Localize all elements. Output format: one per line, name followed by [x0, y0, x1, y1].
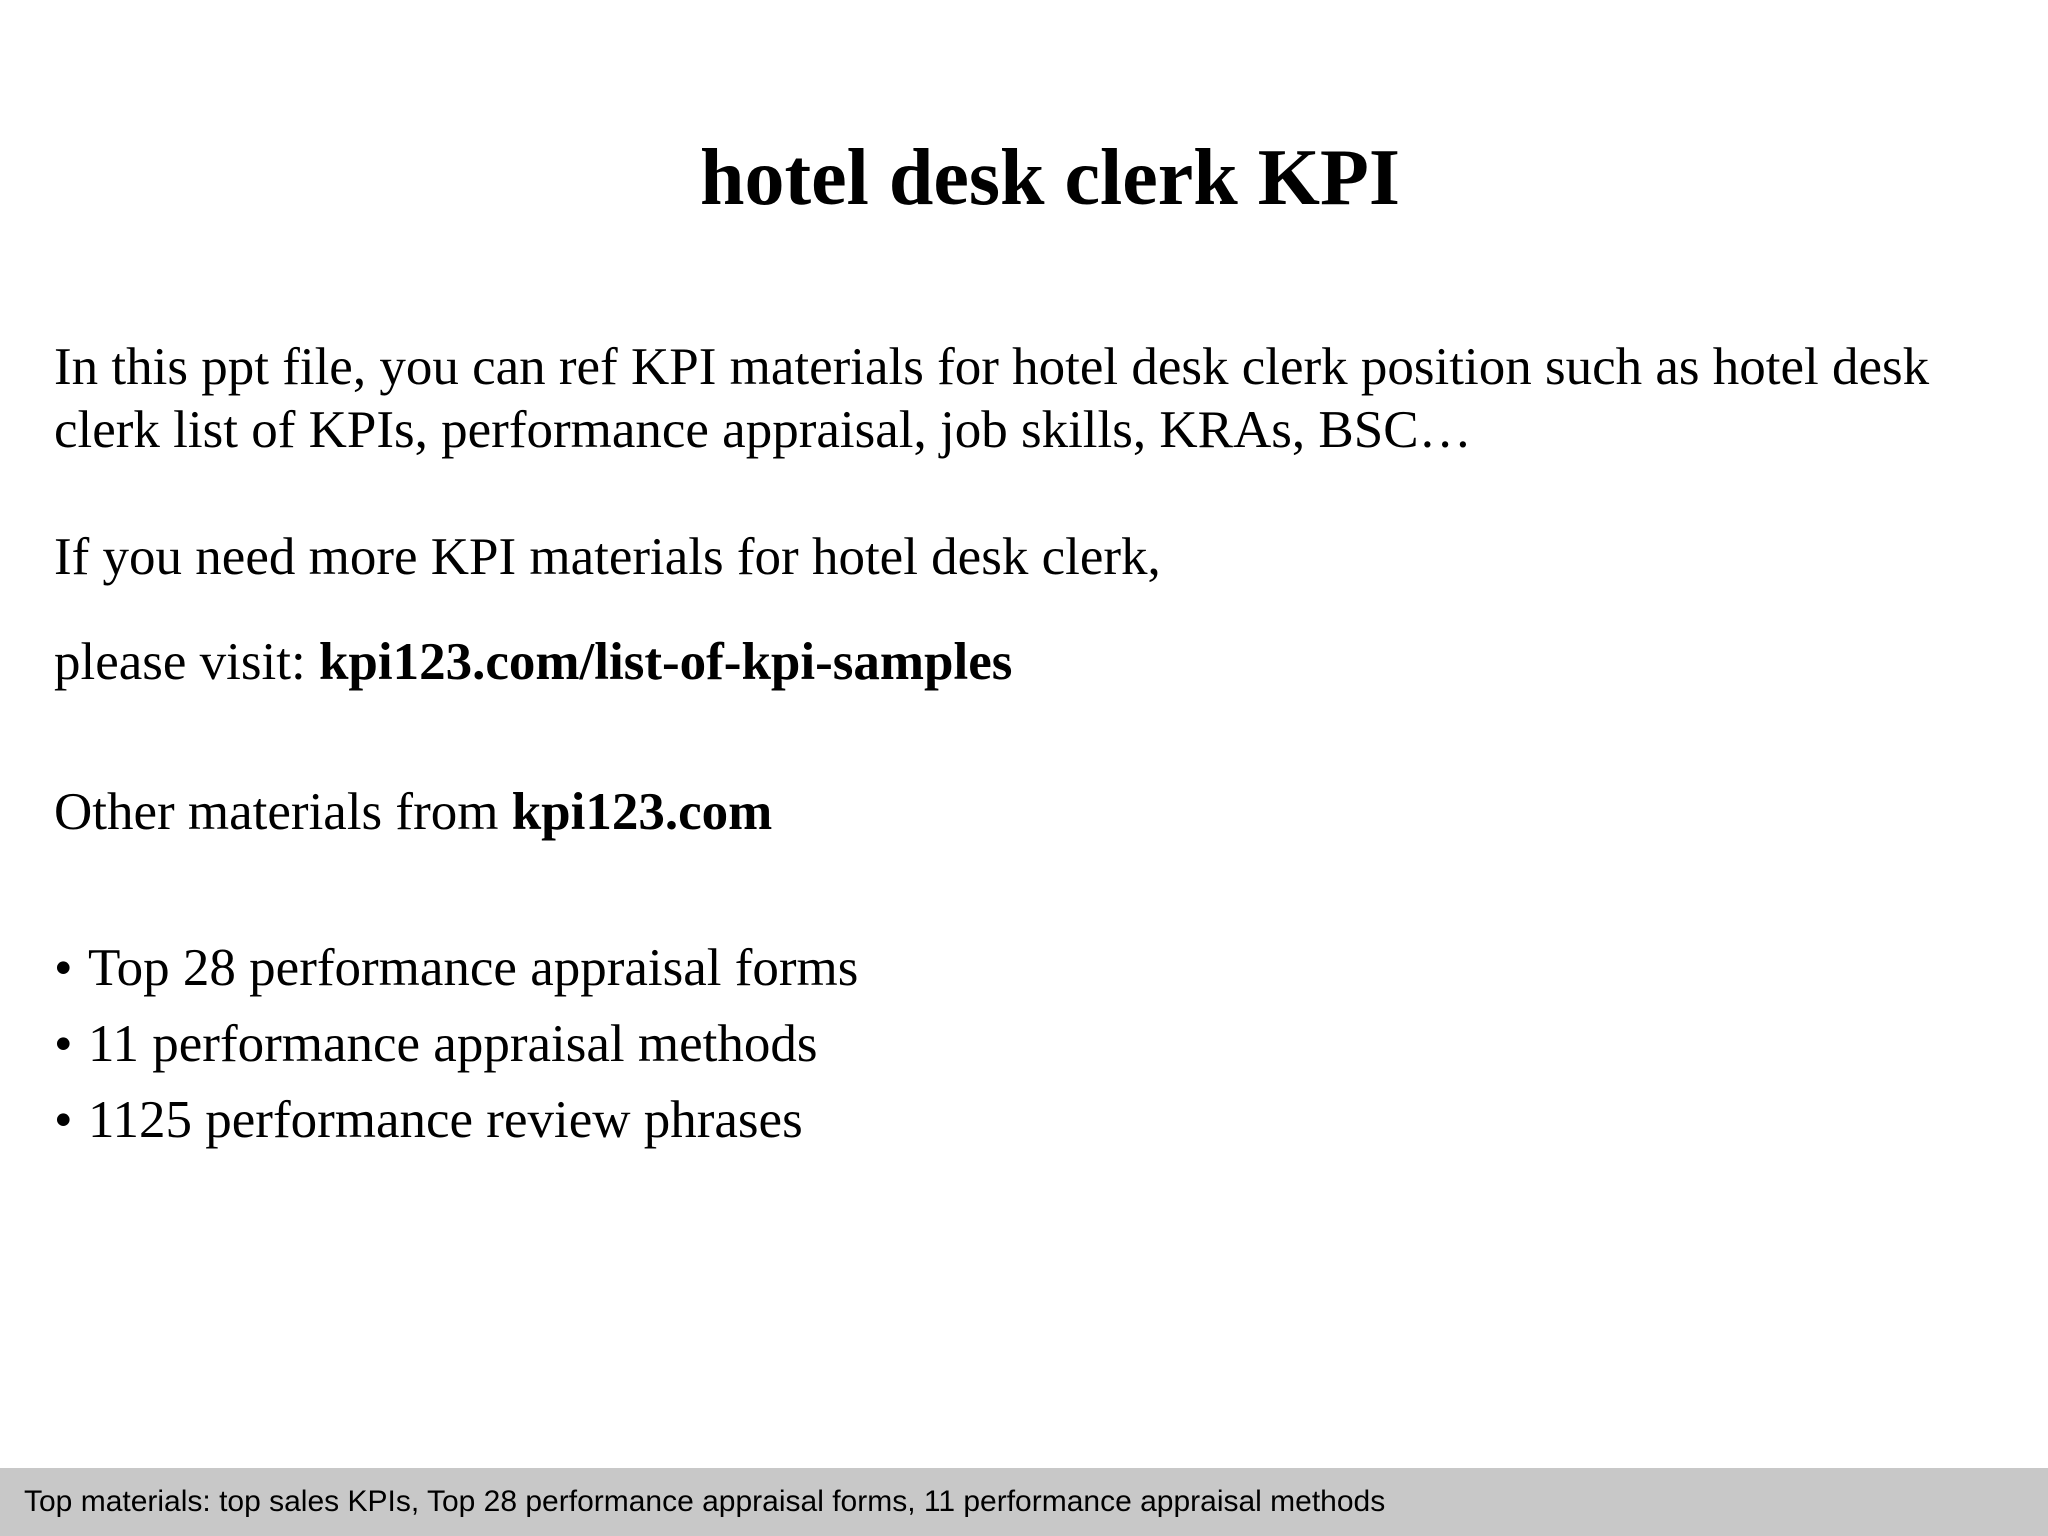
slide-title: hotel desk clerk KPI [700, 134, 1400, 222]
list-item [54, 1082, 858, 1158]
other-prefix: Other materials from [54, 783, 512, 841]
visit-prefix: please visit: [54, 633, 319, 691]
materials-list [54, 930, 858, 1158]
list-item-text: 1125 performance review phrases [88, 1091, 803, 1149]
bullet-icon: • [54, 1015, 73, 1073]
other-link[interactable]: kpi123.com [511, 783, 773, 841]
list-item [54, 1006, 858, 1082]
visit-link[interactable]: kpi123.com/list-of-kpi-samples [318, 633, 1013, 691]
list-item-text: 11 performance appraisal methods [88, 1015, 818, 1073]
list-item-text: Top 28 performance appraisal forms [88, 939, 859, 997]
bullet-icon: • [54, 1091, 73, 1149]
intro-paragraph: In this ppt file, you can ref KPI materials for hotel desk clerk position such as hotel desk clerk list of KPIs, performance appraisal, job skills, KRAs, BSC… [54, 338, 1930, 459]
footer-bar: Top materials: top sales KPIs, Top 28 performance appraisal forms, 11 performance appraisal methods [0, 1468, 2048, 1536]
list-item [54, 930, 858, 1006]
bullet-icon: • [54, 939, 73, 997]
need-more-text: If you need more KPI materials for hotel desk clerk, [54, 528, 1161, 586]
visit-line [54, 631, 1012, 694]
other-materials-line [54, 781, 772, 844]
